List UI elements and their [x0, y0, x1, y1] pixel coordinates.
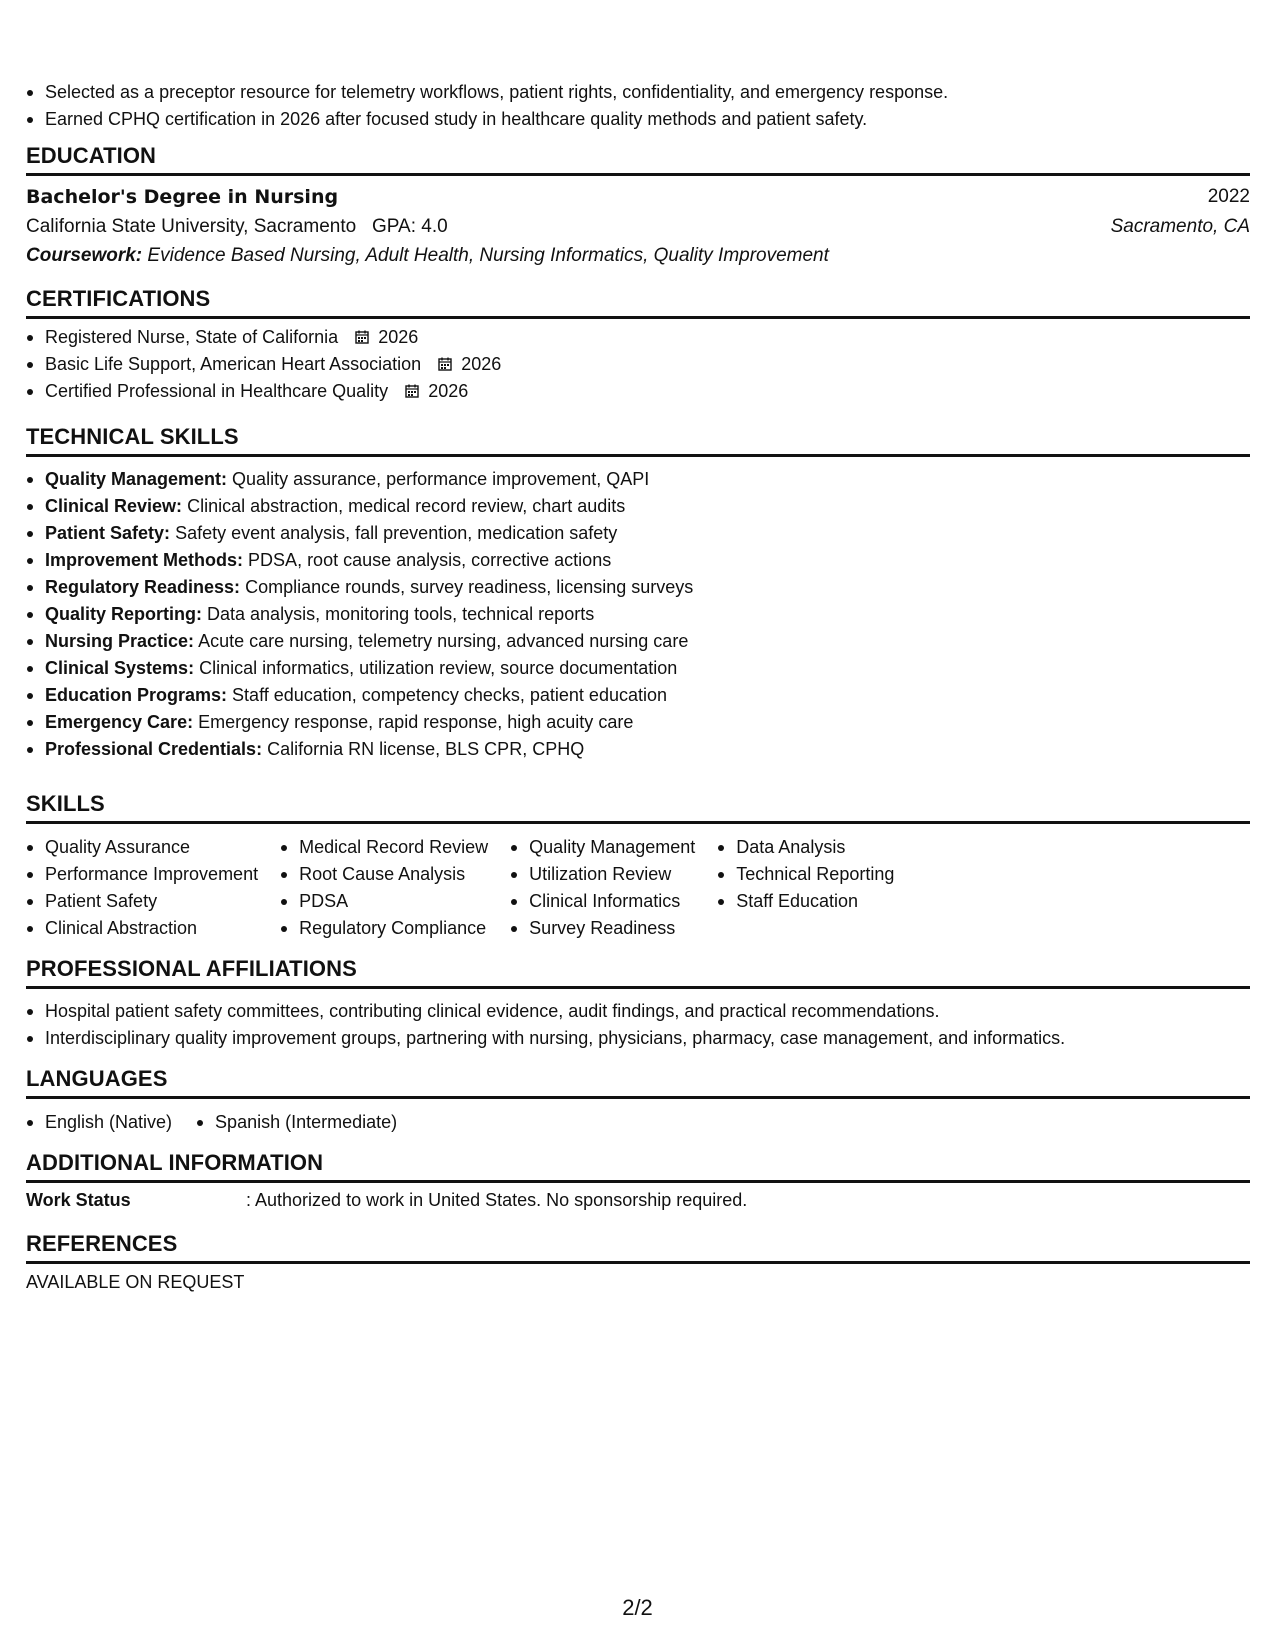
language-item: Spanish (Intermediate): [196, 1109, 397, 1136]
list-item: Staff Education: [717, 888, 894, 915]
calendar-icon: [438, 357, 452, 371]
skill-details: Compliance rounds, survey readiness, licensing surveys: [245, 577, 694, 597]
skill-details: Staff education, competency checks, patient education: [232, 685, 667, 705]
list-item: Root Cause Analysis: [280, 861, 488, 888]
school-location: Sacramento, CA: [1110, 216, 1250, 237]
skill-category: Quality Management:: [45, 469, 228, 489]
list-item: [26, 628, 693, 655]
skill-category: Education Programs:: [45, 685, 228, 705]
certification-year: 2026: [378, 327, 419, 347]
work-status-row: [26, 1190, 1250, 1218]
languages-heading: LANGUAGES: [26, 1066, 1250, 1099]
coursework-row: [26, 242, 1250, 270]
skill-category: Clinical Review:: [45, 496, 183, 516]
list-item: [26, 655, 693, 682]
list-item: Clinical Informatics: [510, 888, 695, 915]
certification-year: 2026: [461, 354, 502, 374]
skill-details: PDSA, root cause analysis, corrective actions: [248, 550, 612, 570]
skill-category: Quality Reporting:: [45, 604, 202, 624]
languages-list: [26, 1109, 421, 1136]
list-item: [26, 574, 693, 601]
list-item: [26, 520, 693, 547]
list-item: Interdisciplinary quality improvement groups, partnering with nursing, physicians, pharmacy, case management, and informatics.: [26, 1025, 1065, 1052]
references-text: AVAILABLE ON REQUEST: [26, 1272, 245, 1292]
skills-column: [26, 834, 258, 942]
school-name: California State University, Sacramento: [26, 216, 357, 237]
list-item: PDSA: [280, 888, 488, 915]
language-item: English (Native): [26, 1109, 172, 1136]
skill-category: Regulatory Readiness:: [45, 577, 241, 597]
coursework-list: Evidence Based Nursing, Adult Health, Nursing Informatics, Quality Improvement: [147, 245, 829, 266]
skill-details: Data analysis, monitoring tools, technical reports: [207, 604, 595, 624]
skills-column: [717, 834, 894, 942]
list-item: Medical Record Review: [280, 834, 488, 861]
list-item: [26, 466, 693, 493]
skill-category: Patient Safety:: [45, 523, 171, 543]
coursework-label: Coursework:: [26, 245, 143, 266]
degree-row: [26, 183, 1250, 212]
certification-item: [26, 351, 501, 378]
list-item: Selected as a preceptor resource for telemetry workflows, patient rights, confidentiality, and emergency response.: [26, 79, 948, 106]
degree-title: Bachelor's Degree in Nursing: [26, 186, 339, 208]
skill-details: California RN license, BLS CPR, CPHQ: [267, 739, 585, 759]
affiliations-heading: PROFESSIONAL AFFILIATIONS: [26, 956, 1250, 989]
technical-skills-heading: TECHNICAL SKILLS: [26, 424, 1250, 457]
calendar-icon: [355, 330, 369, 344]
certification-name: Basic Life Support, American Heart Association: [45, 354, 422, 374]
skills-column: [280, 834, 488, 942]
list-item: [26, 709, 693, 736]
list-item: Quality Management: [510, 834, 695, 861]
skill-details: Clinical abstraction, medical record review, chart audits: [187, 496, 626, 516]
school-row: [26, 213, 1250, 241]
list-item: [26, 601, 693, 628]
list-item: Data Analysis: [717, 834, 894, 861]
affiliations-list: [26, 998, 1065, 1052]
experience-bullets: [26, 79, 948, 133]
list-item: Survey Readiness: [510, 915, 695, 942]
certifications-list: [26, 324, 501, 405]
list-item: Earned CPHQ certification in 2026 after focused study in healthcare quality methods and patient safety.: [26, 106, 948, 133]
list-item: [26, 493, 693, 520]
skills-heading: SKILLS: [26, 791, 1250, 824]
certification-item: [26, 378, 501, 405]
list-item: Patient Safety: [26, 888, 258, 915]
education-heading: EDUCATION: [26, 143, 1250, 176]
list-item: [26, 682, 693, 709]
calendar-icon: [405, 384, 419, 398]
skill-details: Acute care nursing, telemetry nursing, advanced nursing care: [198, 631, 689, 651]
certifications-heading: CERTIFICATIONS: [26, 286, 1250, 319]
skills-column: [510, 834, 695, 942]
list-item: Quality Assurance: [26, 834, 258, 861]
list-item: Utilization Review: [510, 861, 695, 888]
certification-year: 2026: [428, 381, 469, 401]
skill-details: Clinical informatics, utilization review, source documentation: [199, 658, 678, 678]
technical-skills-list: [26, 466, 693, 763]
work-status-value: : Authorized to work in United States. No sponsorship required.: [246, 1190, 748, 1210]
graduation-year: 2022: [1207, 186, 1250, 207]
page-number: 2/2: [622, 1595, 653, 1620]
gpa: GPA: 4.0: [372, 216, 448, 237]
certification-name: Certified Professional in Healthcare Quality: [45, 381, 389, 401]
list-item: [26, 547, 693, 574]
skill-category: Nursing Practice:: [45, 631, 195, 651]
list-item: Hospital patient safety committees, contributing clinical evidence, audit findings, and practical recommendations.: [26, 998, 1065, 1025]
skills-grid: [26, 834, 916, 942]
skill-category: Emergency Care:: [45, 712, 194, 732]
additional-info-heading: ADDITIONAL INFORMATION: [26, 1150, 1250, 1183]
list-item: Regulatory Compliance: [280, 915, 488, 942]
skill-category: Clinical Systems:: [45, 658, 195, 678]
list-item: Performance Improvement: [26, 861, 258, 888]
skill-category: Professional Credentials:: [45, 739, 263, 759]
list-item: Clinical Abstraction: [26, 915, 258, 942]
work-status-label: Work Status: [26, 1190, 131, 1210]
skill-category: Improvement Methods:: [45, 550, 244, 570]
skill-details: Emergency response, rapid response, high acuity care: [198, 712, 634, 732]
skill-details: Quality assurance, performance improvement, QAPI: [232, 469, 650, 489]
certification-item: [26, 324, 501, 351]
list-item: Technical Reporting: [717, 861, 894, 888]
skill-details: Safety event analysis, fall prevention, medication safety: [175, 523, 618, 543]
list-item: [26, 736, 693, 763]
references-heading: REFERENCES: [26, 1231, 1250, 1264]
certification-name: Registered Nurse, State of California: [45, 327, 339, 347]
